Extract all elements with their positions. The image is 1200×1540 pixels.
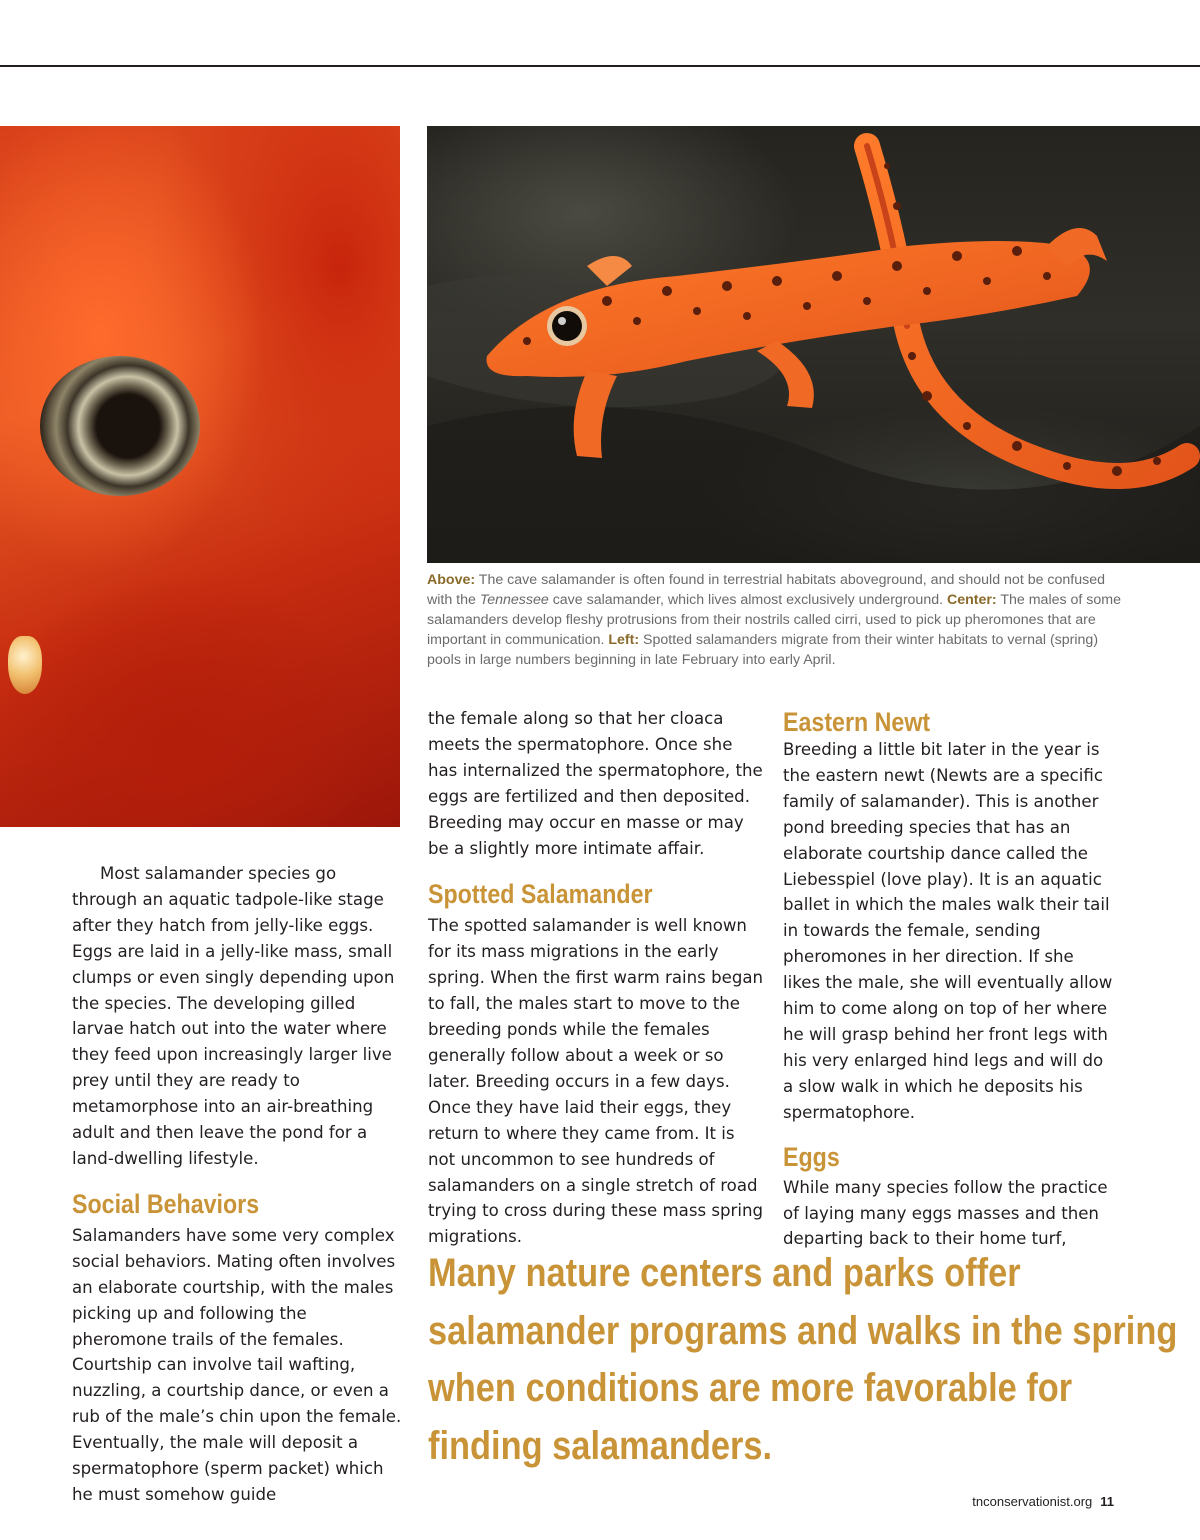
caption-center-label: Center: [946, 592, 997, 608]
eastern-newt-paragraph: Breeding a little bit later in the year is the eastern newt (Newts are a specific family of salamander). This is another pond breeding species that has an elaborate courtship dance called the Liebesspiel (love play). It is an aquatic ballet in which the males walk their tail in towards the female, sending pheromones in her direction. If she likes the male, she will eventually allow him to come along on top of her where he will grasp behind her front legs with his very enlarged hind legs and will do a slow walk in which he deposits his spermatophore. [783, 740, 1113, 1122]
water-droplet [8, 636, 42, 694]
pull-quote-line: salamander programs and walks in the spring [428, 1308, 1178, 1353]
column-2 [428, 706, 766, 1250]
eggs-heading: Eggs [783, 1141, 840, 1172]
social-behaviors-paragraph: Salamanders have some very complex social behaviors. Mating often involves an elaborate courtship, with the males picking up and following the pheromone trails of the females. Courtship can involve tail wafting, nuzzling, a courtship dance, or even a rub of the male’s chin upon the female. Eventually, the male will deposit a spermatophore (sperm packet) which he must somehow guide [72, 1225, 402, 1504]
pull-quote [428, 1245, 1178, 1475]
top-rule [0, 65, 1200, 67]
caption-above-text-cont: cave salamander, which lives almost exclusively underground. [548, 592, 947, 608]
caption-italic: Tennessee [479, 592, 549, 608]
caption-above-label: Above: [427, 572, 476, 588]
caption-center-text: The males of some salamanders develop fleshy protrusions from their nostrils called cirri, used to pick up pheromones that are important in communication. [427, 592, 1121, 648]
page-footer [972, 1494, 1114, 1509]
website-link[interactable]: tnconservationist.org [972, 1494, 1093, 1509]
frog-eye-photo [0, 126, 400, 827]
caption-above-text: The cave salamander is often found in terrestrial habitats aboveground, and should not be confused with the [427, 572, 1106, 608]
eggs-paragraph: While many species follow the practice of laying many eggs masses and then departing back to their home turf, [783, 1177, 1108, 1249]
frog-eye [40, 356, 200, 496]
photo-caption [427, 570, 1127, 670]
spotted-salamander-paragraph: The spotted salamander is well known for its mass migrations in the early spring. When the first warm rains began to fall, the males start to move to the breeding ponds while the females generally follow about a week or so later. Breeding occurs in a few days. Once they have laid their eggs, they return to where they came from. It is not uncommon to see hundreds of salamanders on a single stretch of road trying to cross during these mass spring migrations. [428, 916, 764, 1247]
pull-quote-line: Many nature centers and parks offer [428, 1251, 1021, 1295]
caption-left-label: Left: [608, 632, 640, 648]
salamander-illustration [427, 126, 1200, 563]
column-1 [72, 861, 404, 1508]
spotted-salamander-heading: Spotted Salamander [428, 879, 653, 910]
social-behaviors-heading: Social Behaviors [72, 1188, 260, 1219]
cave-salamander-photo [427, 126, 1200, 563]
column-3 [783, 707, 1115, 1252]
eastern-newt-heading: Eastern Newt [783, 707, 931, 737]
continued-paragraph: the female along so that her cloaca meets the spermatophore. Once she has internalized the spermatophore, the eggs are fertilized and then deposited. Breeding may occur en masse or may be a slightly more intimate affair. [428, 709, 763, 858]
caption-left-text: Spotted salamanders migrate from their winter habitats to vernal (spring) pools in large numbers beginning in late February into early April. [427, 632, 1099, 668]
page-number: 11 [1100, 1494, 1114, 1509]
intro-paragraph: Most salamander species go through an aquatic tadpole-like stage after they hatch from jelly-like eggs. Eggs are laid in a jelly-like mass, small clumps or even singly depending upon the species. The developing gilled larvae hatch out into the water where they feed upon increasingly larger live prey until they are ready to metamorphose into an air-breathing adult and then leave the pond for a land-dwelling lifestyle. [72, 864, 395, 1168]
pull-quote-line: finding salamanders. [428, 1423, 773, 1468]
pull-quote-line: when conditions are more favorable for [428, 1366, 1073, 1410]
